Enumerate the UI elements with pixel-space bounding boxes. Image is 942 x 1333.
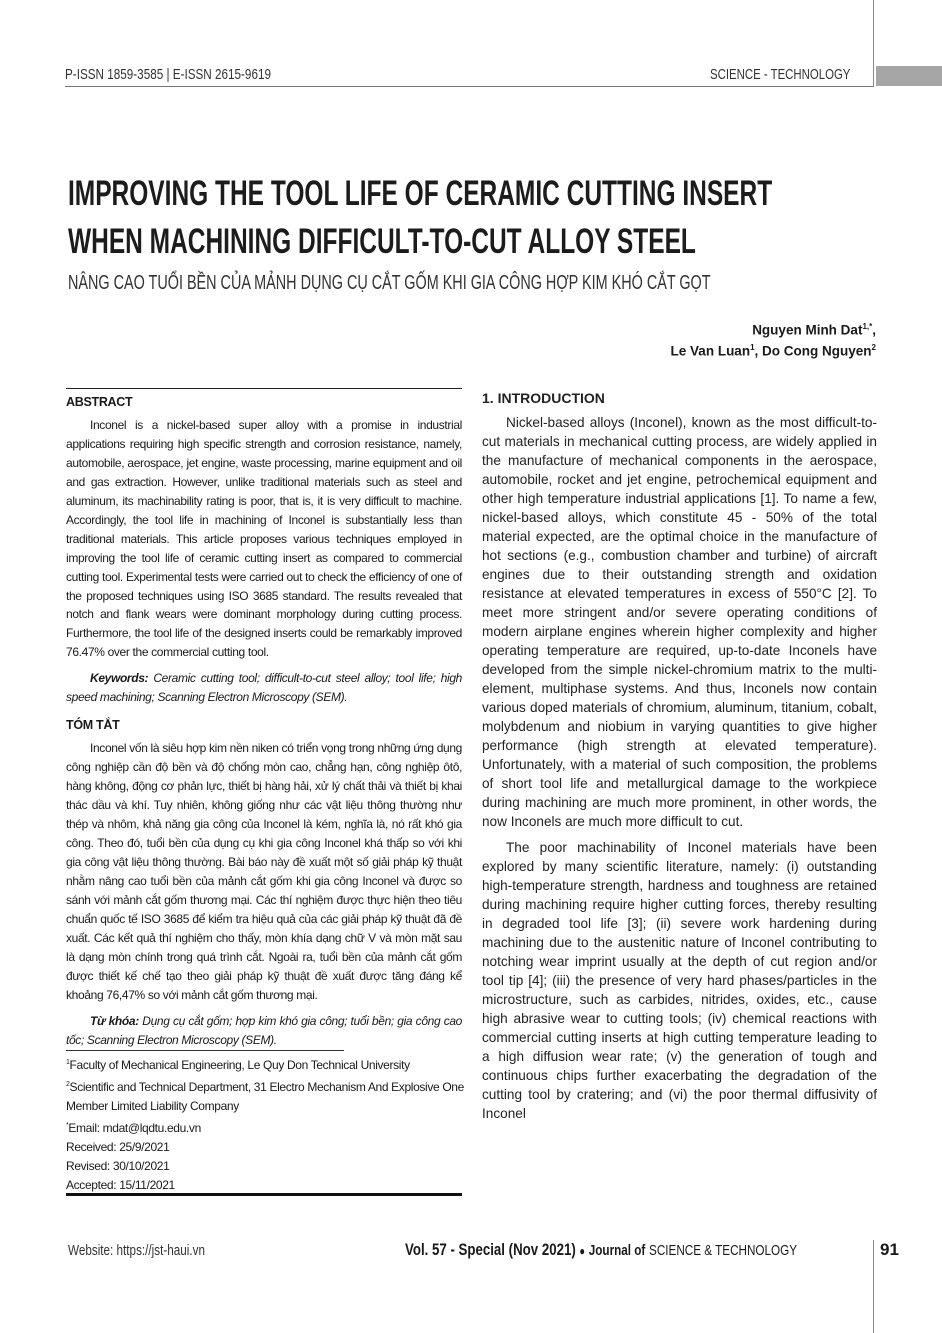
abstract-top-rule <box>66 388 462 389</box>
issn-text: P-ISSN 1859-3585 | E-ISSN 2615-9619 <box>65 66 271 83</box>
introduction-heading: 1. INTRODUCTION <box>482 390 605 406</box>
footnotes <box>66 1053 464 1195</box>
footnote-rule <box>66 1050 344 1051</box>
title-line-1: IMPROVING THE TOOL LIFE OF CERAMIC CUTTING INSERT <box>68 174 773 213</box>
author-line-1: Nguyen Minh Dat$^{1,*}$, <box>752 322 876 338</box>
affiliation-2-cont: Member Limited Liability Company <box>66 1099 239 1113</box>
page-number: 91 <box>880 1240 899 1259</box>
intro-paragraph: Nickel-based alloys (Inconel), known as the most difficult-to-cut materials in mechanical cutting process, are widely applied in the manufacture of mechanical components in the aerospace, automobile, rocket and jet engine, petrochemical equipment and other high temperature industrial applications [1]. To name a few, nickel-based alloys, which constitute 45 - 50% of the total material expected, are the optimal choice in the manufacture of hot sections (e.g., combustion chamber and turbine) of aircraft engines due to their outstanding strength and oxidation resistance at elevated temperatures in excess of 550°C [2]. To meet more stringent and/or severe operating conditions of modern airplane engines wherein higher complexity and higher operating temperature are required, up-to-date Inconels have developed from the simple nickel-chromium matrix to the multi-element, multiphase systems. And thus, Inconels now contain various doped materials of chromium, aluminum, titanium, cobalt, molybdenum and niobium in varying quantities to give higher performance (high strength at elevated temperature). Unfortunately, with a material of such composition, the problems of short tool life and metallurgical damage to the workpiece during machining are much more prominent, in other words, the now Inconels are much more difficult to cut. <box>482 415 877 829</box>
title-line-2: WHEN MACHINING DIFFICULT-TO-CUT ALLOY STEEL <box>68 222 696 261</box>
tomtat-heading: TÓM TẮT <box>66 718 120 733</box>
abstract-heading: ABSTRACT <box>66 395 133 409</box>
received-date: Received: 25/9/2021 <box>66 1140 170 1154</box>
footer-vertical-line <box>873 1240 874 1333</box>
header-rule <box>65 86 873 87</box>
footnote-bottom-rule <box>66 1193 462 1196</box>
accepted-date: Accepted: 15/11/2021 <box>66 1178 175 1192</box>
affiliation-1: $^1$Faculty of Mechanical Engineering, Le Quy Don Technical University <box>66 1058 410 1072</box>
author-line-2: Le Van Luan$^1$, Do Cong Nguyen$^2$ <box>670 343 876 359</box>
abstract-section <box>66 393 462 1049</box>
footer-journal-info: Vol. 57 - Special (Nov 2021) ● Journal of SCIENCE & TECHNOLOGY <box>405 1240 798 1259</box>
abstract-keywords: Keywords: Ceramic cutting tool; difficult-to-cut steel alloy; tool life; high speed machining; Scanning Electron Microscopy (SEM). <box>66 671 463 705</box>
section-label: SCIENCE - TECHNOLOGY <box>710 66 851 83</box>
abstract-text: Inconel is a nickel-based super alloy with a promise in industrial applications requiring high specific strength and corrosion resistance, namely, automobile, aerospace, jet engine, waste processing, marine equipment and oil and gas extraction. However, unlike traditional materials such as steel and aluminum, its machinability rating is poor, that is, it is very difficult to machine. Accordingly, the tool life in machining of Inconel is substantially less than traditional materials. This article proposes various techniques employed in improving the tool life of ceramic cutting insert as compared to commercial cutting tool. Experimental tests were carried out to check the efficiency of one of the proposed techniques using ISO 3685 standard. The results revealed that notch and flank wears were dominant morphology during cutting process. Furthermore, the tool life of the designed inserts could be remarkably improved 76.47% over the commercial cutting tool. <box>66 417 462 660</box>
vietnamese-title: NÂNG CAO TUỔI BỀN CỦA MẢNH DỤNG CỤ CẮT GỐM KHI GIA CÔNG HỢP KIM KHÓ CẮT GỌT <box>68 272 711 294</box>
tomtat-text: Inconel vốn là siêu hợp kim nền niken có triển vọng trong những ứng dụng công nghiệp cần độ bền và độ chống mòn cao, chẳng hạn, công nghiệp ôtô, hàng không, động cơ phản lực, thiết bị hàng hải, xử lý chất thải và thiết bị khai thác dầu và khí. Tuy nhiên, không giống như các vật liệu thông thường như thép và nhôm, khả năng gia công của Inconel là kém, nghĩa là, nó rất khó gia công. Theo đó, tuổi bền của dụng cụ khi gia công Inconel khá thấp so với khi gia công vật liệu thông thường. Bài báo này đề xuất một số giải pháp kỹ thuật nhằm nâng cao tuổi bền của mảnh cắt gốm khi gia công Inconel và được so sánh với mảnh cắt gốm thương mại. Các thí nghiệm được thực hiện theo tiêu chuẩn quốc tế ISO 3685 để kiểm tra hiệu quả của các giải pháp kỹ thuật đã đề xuất. Các kết quả thí nghiệm cho thấy, mòn khía dạng chữ V và mòn mặt sau là dạng mòn chính trong quá trình cắt. Ngoài ra, tuổi bền của mảnh cắt gốm được thiết kế chế tạo theo giải pháp kỹ thuật đề xuất được tăng đáng kể khoảng 76,47% so với mảnh cắt gốm thương mại. <box>66 741 462 1002</box>
footer-website: Website: https://jst-haui.vn <box>68 1242 205 1259</box>
tomtat-keywords: Từ khóa: Dụng cụ cắt gốm; hợp kim khó gia công; tuổi bền; gia công cao tốc; Scanning Electron Microscopy (SEM). <box>66 1013 463 1047</box>
email: *Email: mdat@lqdtu.edu.vn <box>66 1121 201 1135</box>
affiliation-2: $^2$Scientific and Technical Department, 31 Electro Mechanism And Explosive One <box>66 1080 464 1094</box>
introduction-section <box>482 389 877 1130</box>
revised-date: Revised: 30/10/2021 <box>66 1159 170 1173</box>
intro-paragraph: The poor machinability of Inconel materials have been explored by many scientific literature, namely: (i) outstanding high-temperature strength, hardness and toughness are retained during machining require higher cutting forces, thereby resulting in degraded tool life [3]; (ii) severe work hardening during machining due to the austenitic nature of Inconel contributing to notching wear imprint usually at the depth of cut region and/or tool tip [4]; (iii) the presence of very hard phases/particles in the microstructure, such as carbides, nitrides, oxides, etc., cause high abrasive wear to cutting tools; (iv) chemical reactions with commercial cutting inserts at high cutting temperature leading to a high diffusion wear rate; (v) the generation of tough and continuous chips further exacerbating the degradation of the cutting tool by cratering; and (vi) the poor thermal diffusivity of Inconel <box>482 840 877 1121</box>
